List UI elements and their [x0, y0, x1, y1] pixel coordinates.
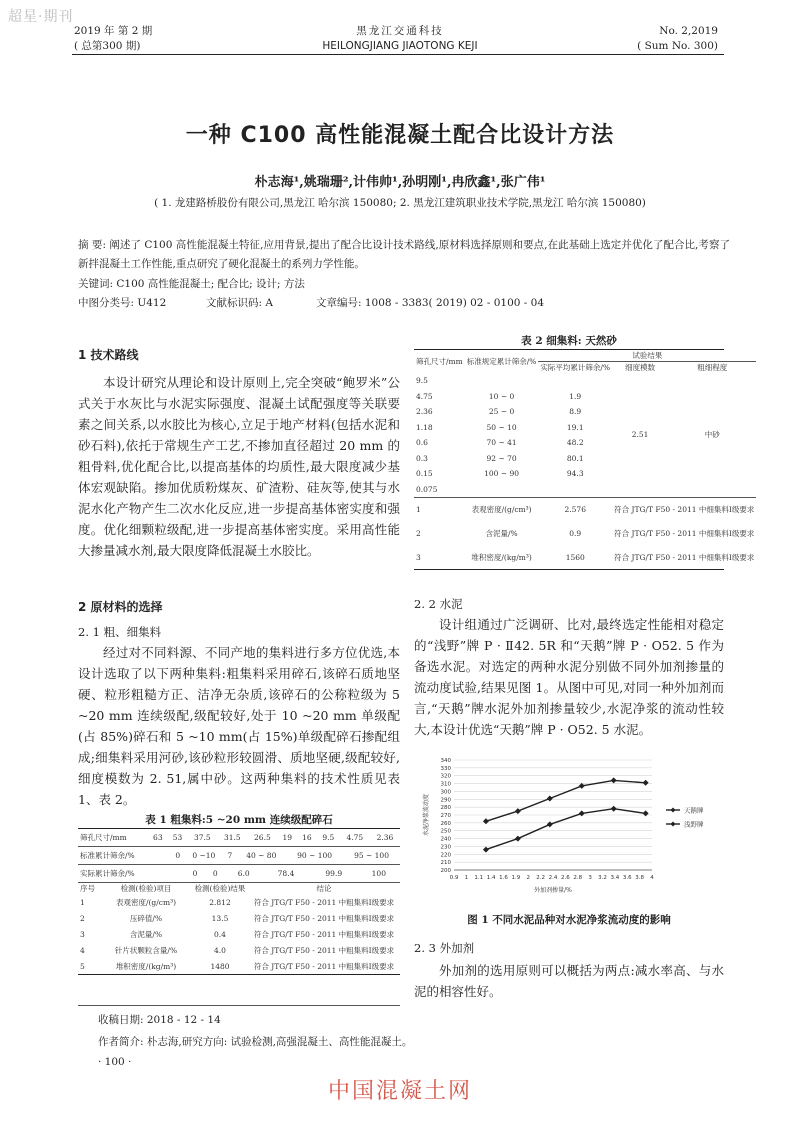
author-bio: 作者简介: 朴志海,研究方向: 试验检测,高强混凝土、高性能混凝土。: [98, 1036, 413, 1048]
row-item: 堆积密度/(kg/m³): [115, 961, 177, 971]
section-2-1-heading: 2. 1 粗、细集料: [78, 625, 162, 639]
table-row: [78, 958, 400, 974]
table-cell: 37.5: [193, 833, 211, 842]
row-conclusion: 符合 JTG/T F50 - 2011 中粗集料Ⅰ级要求: [253, 897, 395, 907]
row-actual: [538, 373, 612, 389]
legend-label: 天鹅牌: [684, 806, 704, 815]
table-cell: 31.5: [224, 833, 241, 842]
table-cell: [176, 868, 185, 879]
table-cell: 16: [302, 833, 312, 842]
x-axis-label: 外加剂掺量/%: [534, 887, 572, 894]
data-point: [611, 777, 617, 783]
legend-marker: [671, 822, 676, 827]
table-cell: 53: [172, 833, 183, 842]
row-no: 5: [80, 961, 85, 971]
table-cell: [148, 868, 157, 879]
section-2-1-text: 经过对不同料源、不同产地的集料进行多方位优选,本设计选取了以下两种集料:粗集料采用碎石,该碎石质地坚硬、粒形粗糙方正、洁净无杂质,该碎石的公称粒级为 5 ~20 mm 连续级配,级配较好,处于 10 ~20 mm 单级配(占 85%)碎石和 5 ~10 mm(占 15%)单级配碎石掺配组成;细集料采用河砂,该砂粒形较圆滑、质地坚硬,级配较好,细度模数为 2. 51,属中砂。这两种集料的技术性质见表 1、表 2。: [78, 645, 400, 807]
table-cell: 0: [175, 851, 181, 860]
row-conclusion: 符合 JTG/T F50 - 2011 中粗集料Ⅰ级要求: [253, 961, 395, 971]
table-1-actual-row: [78, 868, 400, 879]
row-label: 实际累计筛余/%: [80, 869, 135, 878]
header-sum-no: ( Sum No. 300): [637, 40, 718, 52]
x-tick-label: 3.4: [610, 875, 620, 881]
y-tick-label: 330: [440, 765, 451, 772]
legend-marker: [671, 808, 676, 813]
table-cell: [166, 868, 175, 879]
data-point: [579, 810, 585, 816]
table-row: [78, 910, 400, 926]
row-result: 2.812: [209, 897, 231, 907]
header-journal-cn: 黑龙江交通科技: [356, 25, 444, 37]
x-tick-label: 1.6: [499, 875, 508, 881]
x-tick-label: 1: [464, 875, 469, 881]
header-no: No. 2,2019: [659, 25, 718, 37]
table-1-header-row: [78, 883, 400, 894]
header-issue-total: ( 总第300 期): [74, 40, 141, 52]
x-tick-label: 0.9: [449, 875, 459, 881]
table-row: [414, 373, 756, 389]
row-size: 9.5: [416, 376, 428, 386]
row-label: 标准累计筛余/%: [80, 851, 135, 860]
data-point: [547, 821, 553, 827]
table-2: [414, 349, 755, 570]
row-spec: 50 ~ 10: [486, 422, 517, 432]
table-cell: 78.4: [277, 869, 295, 878]
x-tick-label: 1.9: [511, 875, 521, 881]
y-tick-label: 320: [440, 773, 451, 780]
y-tick-label: 290: [440, 797, 451, 804]
col-sieve: 筛孔尺寸/mm: [416, 357, 463, 366]
section-2-heading: 2 原材料的选择: [78, 600, 163, 614]
table-cell: 63: [153, 833, 163, 842]
table-cell: 0: [192, 869, 198, 878]
coarseness-grade: 中砂: [704, 430, 720, 440]
article-number: 文章编号: 1008 - 3383( 2019) 02 - 0100 - 04: [316, 297, 545, 309]
row-result: 0.4: [214, 929, 226, 939]
row-item: 压碎值/%: [129, 913, 163, 923]
received-date: 收稿日期: 2018 - 12 - 14: [98, 1014, 221, 1026]
table-row: [414, 521, 756, 545]
table-2-caption: 表 2 细集料: 天然砂: [521, 335, 617, 347]
table-cell: 2.36: [376, 833, 394, 842]
row-item: 含泥量/%: [129, 929, 163, 939]
row-item: 含泥量/%: [485, 528, 518, 538]
data-point: [643, 810, 649, 816]
page-number: · 100 ·: [98, 1056, 132, 1068]
col-no: 序号: [80, 884, 95, 893]
row-result: 1480: [210, 961, 230, 971]
document-code: 文献标识码: A: [206, 297, 273, 309]
col-group: 试验结果: [538, 350, 756, 362]
footnote-rule: [78, 1005, 400, 1006]
row-actual: [538, 482, 612, 498]
row-result: 2.576: [538, 497, 612, 521]
row-size: 0.3: [416, 453, 428, 463]
y-tick-label: 280: [440, 805, 451, 812]
y-axis-label: 水泥净浆流动度: [423, 793, 430, 837]
x-tick-label: 3.2: [598, 875, 607, 881]
header-rule: [72, 54, 724, 55]
section-2-2-text: 设计组通过广泛调研、比对,最终选定性能相对稳定的“浅野”牌 P · Ⅱ42. 5R 和“天鹅”牌 P · O52. 5 作为备选水泥。对选定的两种水泥分别做不同外加剂掺量的流动度试验,结果见图 1。从图中可见,对同一种外加剂而言,“天鹅”牌水泥外加剂掺量较少,水泥净浆的流动性较大,本设计优选“天鹅”牌 P · O52. 5 水泥。: [414, 617, 724, 737]
brand-footer: 中国混凝土网: [327, 1079, 472, 1104]
section-2-3-heading: 2. 3 外加剂: [414, 941, 475, 955]
keywords: 关键词: C100 高性能混凝土; 配合比; 设计; 方法: [78, 278, 305, 290]
paper-authors: 朴志海¹,姚瑞珊²,计伟帅¹,孙明刚¹,冉欣鑫¹,张广伟¹: [254, 175, 546, 190]
row-actual: 8.9: [569, 407, 582, 417]
row-conclusion: 符合 JTG/T F50 - 2011 中细集料Ⅰ级要求: [612, 497, 756, 521]
x-tick-label: 3.8: [635, 875, 644, 881]
data-point: [547, 796, 553, 802]
row-spec: 25 ~ 0: [488, 407, 515, 417]
row-no: 4: [80, 945, 85, 955]
row-spec: 100 ~ 90: [484, 469, 520, 479]
col-item: 检测(检验)项目: [120, 884, 172, 893]
x-tick-label: 1.4: [486, 875, 496, 881]
y-tick-label: 260: [440, 820, 451, 827]
abstract: 摘 要: 阐述了 C100 高性能混凝土特征,应用背景,提出了配合比设计技术路线,原材料选择原则和要点,在此基础上选定并优化了配合比,考察了新拌混凝土工作性能,重点研究了硬化混凝土的系列力学性能。: [78, 239, 730, 270]
col-spec: 标准规定累计筛余/%: [466, 357, 537, 366]
paper-affiliations: ( 1. 龙建路桥股份有限公司,黑龙江 哈尔滨 150080; 2. 黑龙江建筑职业技术学院,黑龙江 哈尔滨 150080): [154, 197, 646, 209]
row-spec: 92 ~ 70: [486, 453, 517, 463]
data-point: [643, 780, 649, 786]
row-size: 2.36: [416, 407, 433, 417]
y-tick-label: 250: [440, 828, 451, 835]
y-tick-label: 230: [440, 844, 451, 851]
x-tick-label: 2.6: [561, 875, 570, 881]
row-item: 堆积密度/(kg/m³): [471, 552, 532, 562]
y-tick-label: 240: [440, 836, 451, 843]
table-cell: 19: [282, 833, 292, 842]
x-tick-label: 2.4: [548, 875, 558, 881]
y-tick-label: 270: [440, 813, 451, 819]
x-tick-label: 4: [650, 875, 654, 881]
row-no: 3: [80, 929, 85, 939]
row-no: 3: [416, 552, 421, 562]
table-cell: 100: [371, 869, 386, 878]
table-row: [78, 926, 400, 942]
header-issue: 2019 年 第 2 期: [74, 25, 153, 37]
table-cell: [157, 868, 166, 879]
row-size: 1.18: [416, 422, 433, 432]
row-spec: 10 ~ 0: [488, 391, 515, 401]
table-cell: 6.0: [237, 869, 250, 878]
table-1: [78, 828, 400, 975]
table-cell: 0 ~10: [192, 851, 216, 860]
row-size: 4.75: [416, 391, 433, 401]
table-cell: 0: [212, 869, 218, 878]
row-result: 13.5: [211, 913, 229, 923]
row-size: 0.15: [416, 469, 433, 479]
row-actual: 48.2: [566, 438, 584, 448]
row-result: 0.9: [569, 528, 582, 538]
row-spec: 70 ~ 41: [486, 438, 517, 448]
data-point: [483, 847, 489, 853]
table-cell: 26.5: [254, 833, 271, 842]
clc-number: 中图分类号: U412: [78, 297, 167, 309]
x-tick-label: 3.6: [622, 875, 632, 881]
row-label: 筛孔尺寸/mm: [80, 833, 127, 842]
row-size: 0.075: [416, 484, 438, 494]
row-item: 表观密度/(g/cm³): [115, 897, 177, 907]
y-tick-label: 340: [440, 758, 451, 764]
row-item: 表观密度/(g/cm³): [465, 497, 539, 521]
row-conclusion: 符合 JTG/T F50 - 2011 中粗集料Ⅰ级要求: [253, 929, 395, 939]
row-conclusion: 符合 JTG/T F50 - 2011 中细集料Ⅰ级要求: [614, 528, 755, 538]
figure-1-caption: 图 1 不同水泥品种对水泥净浆流动度的影响: [467, 914, 671, 926]
row-result: 4.0: [214, 945, 226, 955]
x-tick-label: 2: [526, 875, 530, 881]
col-actual: 实际平均累计筛余/%: [540, 363, 611, 372]
row-item: 针片状颗粒含量/%: [114, 945, 178, 955]
row-size: 0.6: [416, 438, 428, 448]
table-2-header-row: [414, 350, 756, 362]
row-no: 2: [416, 528, 421, 538]
data-point: [515, 808, 521, 814]
header-journal-en: HEILONGJIANG JIAOTONG KEJI: [322, 40, 478, 52]
row-spec: [465, 373, 539, 389]
table-cell: 7: [227, 851, 233, 860]
row-actual: 94.3: [566, 469, 584, 479]
row-no: 2: [80, 913, 85, 923]
table-1-sieve-row: [78, 832, 400, 843]
y-tick-label: 220: [440, 852, 451, 859]
data-point: [515, 836, 521, 842]
y-tick-label: 210: [440, 860, 451, 867]
col-fm: 细度模数: [625, 363, 656, 372]
section-2-3-text: 外加剂的选用原则可以概括为两点:减水率高、与水泥的相容性好。: [414, 963, 724, 999]
row-actual: 1.9: [569, 391, 582, 401]
row-conclusion: 符合 JTG/T F50 - 2011 中粗集料Ⅰ级要求: [253, 913, 395, 923]
watermark-text: 超星·期刊: [8, 9, 74, 25]
table-cell: 40 ~ 80: [246, 851, 277, 860]
row-actual: 80.1: [566, 453, 584, 463]
col-conclusion: 结论: [316, 884, 332, 893]
table-cell: 90 ~ 100: [297, 851, 333, 860]
figure-1-chart: [414, 752, 724, 910]
row-spec: [465, 482, 539, 498]
table-row: [414, 545, 756, 569]
data-point: [483, 818, 489, 824]
col-result: 检测(检验)结果: [194, 884, 246, 893]
fineness-modulus: 2.51: [631, 430, 649, 440]
y-tick-label: 200: [440, 868, 451, 874]
table-cell: 4.75: [346, 833, 364, 842]
col-grade: 粗细程度: [697, 363, 728, 372]
x-tick-label: 1.1: [474, 875, 484, 881]
table-1-spec-row: [78, 850, 400, 861]
section-1-text: 本设计研究从理论和设计原则上,完全突破“鲍罗米”公式关于水灰比与水泥实际强度、混凝土试配强度等关联要素之间关系,以水胶比为核心,立足于地产材料(包括水泥和砂石料),依托于常规生产工艺,不掺加直径超过 20 mm 的粗骨料,优化配合比,以提高基体的均质性,最大限度减少基体宏观缺陷。掺加优质粉煤灰、矿渣粉、硅灰等,使其与水泥水化产物产生二次水化反应,进一步提高基体密实度和强度。优化细颗粒级配,进一步提高基体密实度。采用高性能大掺量减水剂,最大限度降低混凝土水胶比。: [78, 375, 400, 558]
paper-title: 一种 C100 高性能混凝土配合比设计方法: [185, 123, 615, 148]
table-cell: 99.9: [325, 869, 343, 878]
x-tick-label: 2.8: [573, 875, 583, 881]
table-cell: 95 ~ 100: [354, 851, 389, 860]
x-tick-label: 3: [588, 875, 592, 881]
section-1-heading: 1 技术路线: [78, 348, 139, 362]
row-conclusion: 符合 JTG/T F50 - 2011 中细集料Ⅰ级要求: [614, 552, 755, 562]
row-conclusion: 符合 JTG/T F50 - 2011 中粗集料Ⅰ级要求: [253, 945, 395, 955]
table-cell: 9.5: [322, 833, 335, 842]
data-point: [611, 806, 617, 812]
table-1-caption: 表 1 粗集料:5 ~20 mm 连续级配碎石: [145, 814, 333, 826]
x-tick-label: 2.2: [536, 875, 545, 881]
table-row: [78, 942, 400, 958]
y-tick-label: 310: [440, 781, 451, 788]
y-tick-label: 300: [440, 789, 451, 796]
row-actual: 19.1: [566, 422, 584, 432]
table-row: [414, 497, 756, 521]
legend-label: 浅野牌: [684, 820, 704, 829]
row-no: 1: [414, 497, 465, 521]
row-no: 1: [80, 897, 85, 907]
table-row: [78, 894, 400, 910]
section-2-2-heading: 2. 2 水泥: [414, 597, 463, 611]
row-result: 1560: [565, 552, 585, 562]
